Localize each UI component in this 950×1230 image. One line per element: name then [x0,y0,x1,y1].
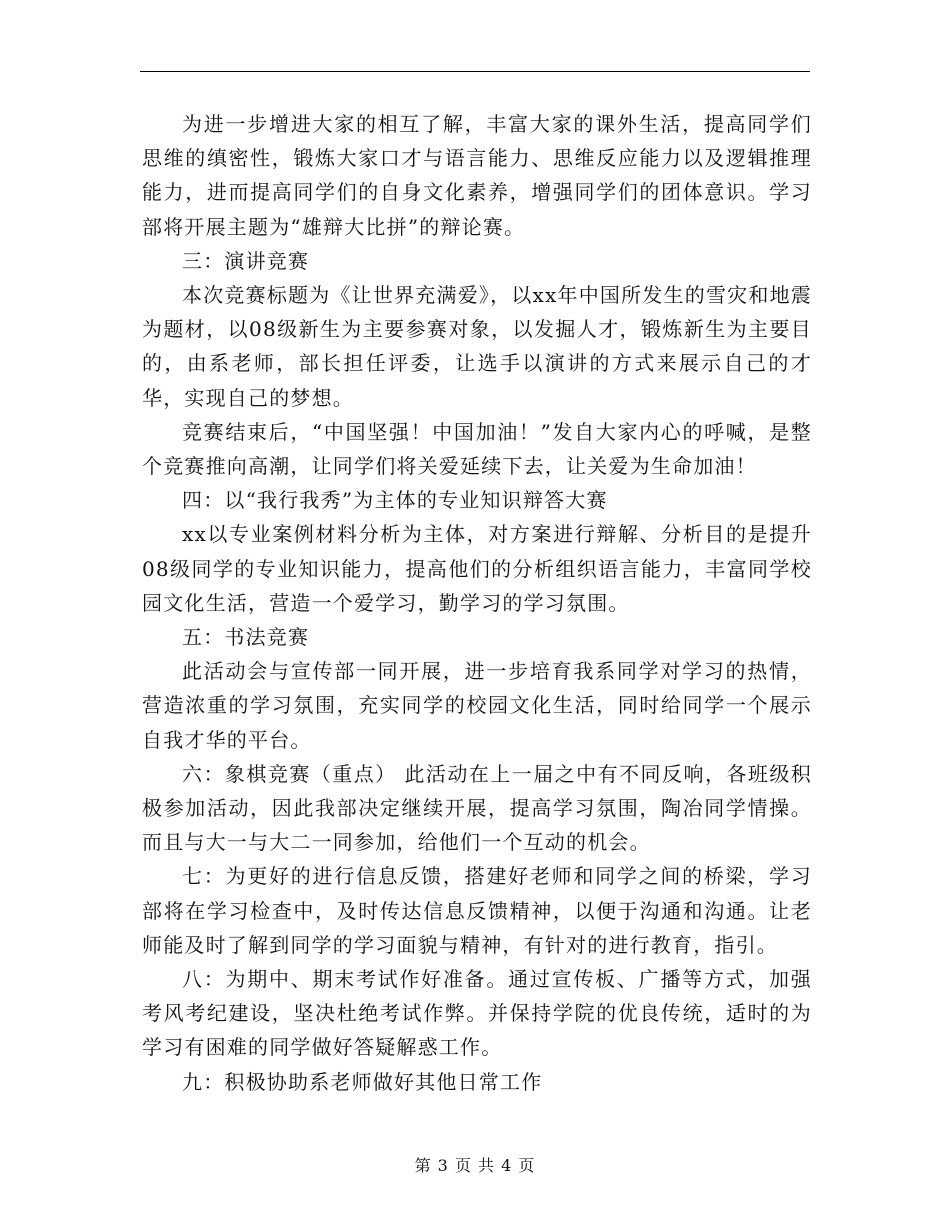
paragraph-chess-contest: 六：象棋竞赛（重点） 此活动在上一届之中有不同反响，各班级积极参加活动，因此我部决定继续开展，提高学习氛围，陶冶同学情操。而且与大一与大二一同参加，给他们一个互动的机会。 [142,761,812,855]
heading-knowledge-contest: 四：以“我行我秀”为主体的专业知识辩答大赛 [182,488,608,513]
paragraph-daily-work: 九：积极协助系老师做好其他日常工作 [182,1069,543,1094]
paragraph-exam-prep: 八：为期中、期末考试作好准备。通过宣传板、广播等方式，加强考风考纪建设，坚决杜绝考试作弊。并保持学院的优良传统，适时的为学习有困难的同学做好答疑解惑工作。 [142,967,812,1060]
page-number-footer: 第 3 页 共 4 页 [414,1156,536,1175]
paragraph-speech-ending: 竞赛结束后，“中国坚强！中国加油！”发自大家内心的呼喊，是整个竞赛推向高潮，让同学们将关爱延续下去，让关爱为生命加油！ [142,419,812,479]
heading-calligraphy-contest: 五：书法竞赛 [182,625,310,650]
paragraph-calligraphy-contest: 此活动会与宣传部一同开展，进一步培育我系同学对学习的热情，营造浓重的学习氛围，充实同学的校园文化生活，同时给同学一个展示自我才华的平台。 [142,659,812,752]
paragraph-knowledge-contest: xx以专业案例材料分析为主体，对方案进行辩解、分析目的是提升08级同学的专业知识能力，提高他们的分析组织语言能力，丰富同学校园文化生活，营造一个爱学习，勤学习的学习氛围。 [142,522,812,615]
heading-speech-contest: 三：演讲竞赛 [182,248,310,273]
document-body [142,107,812,1099]
paragraph-debate-intro: 为进一步增进大家的相互了解，丰富大家的课外生活，提高同学们思维的缜密性，锻炼大家口才与语言能力、思维反应能力以及逻辑推理能力，进而提高同学们的自身文化素养，增强同学们的团体意识。学习部将开展主题为“雄辩大比拼”的辩论赛。 [142,112,812,239]
paragraph-feedback: 七：为更好的进行信息反馈，搭建好老师和同学之间的桥梁，学习部将在学习检查中，及时传达信息反馈精神，以便于沟通和沟通。让老师能及时了解到同学的学习面貌与精神，有针对的进行教育，指引。 [142,864,812,957]
header-rule [140,71,810,72]
paragraph-speech-contest: 本次竞赛标题为《让世界充满爱》，以xx年中国所发生的雪灾和地震为题材，以08级新生为主要参赛对象，以发掘人才，锻炼新生为主要目的，由系老师，部长担任评委，让选手以演讲的方式来展示自己的才华，实现自己的梦想。 [142,283,812,410]
